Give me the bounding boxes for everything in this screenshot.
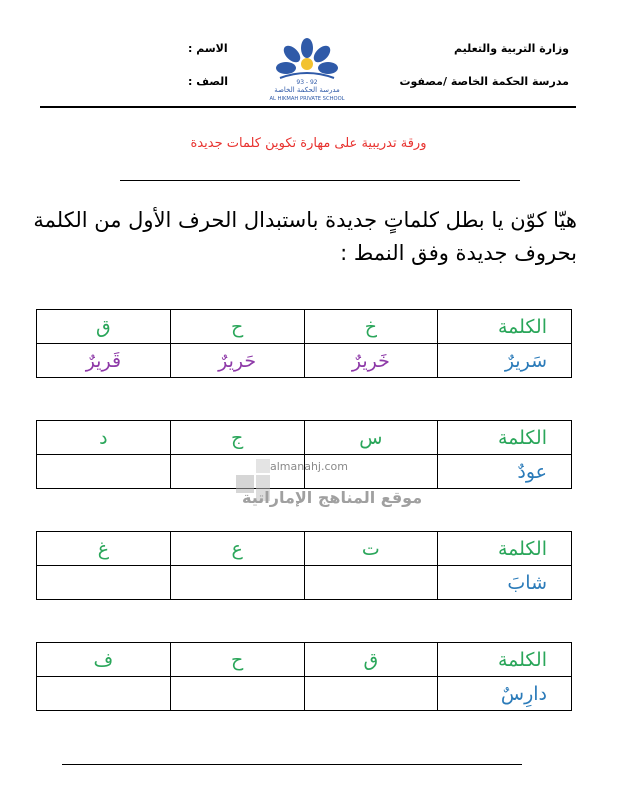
letter-cell: ح — [170, 643, 304, 677]
letter-cell: د — [37, 421, 171, 455]
letter-cell: خ — [304, 310, 438, 344]
title-underline — [120, 180, 520, 181]
table-header-row — [37, 532, 572, 566]
letter-cell: ق — [37, 310, 171, 344]
answer-cell[interactable] — [170, 566, 304, 600]
school-logo — [250, 34, 365, 104]
ministry-name: وزارة التربية والتعليم — [454, 42, 569, 55]
letter-cell: ق — [304, 643, 438, 677]
base-word-cell: عودٌ — [438, 455, 572, 489]
header-divider — [40, 106, 576, 108]
table-header-row — [37, 310, 572, 344]
answer-cell[interactable] — [37, 677, 171, 711]
bottom-divider — [62, 764, 522, 765]
logo-arabic-name: مدرسة الحكمة الخاصة — [274, 86, 340, 94]
letter-cell: ت — [304, 532, 438, 566]
worksheet-title: ورقة تدريبية على مهارة تكوين كلمات جديدة — [190, 136, 427, 151]
keyword-cell: الكلمة — [438, 643, 572, 677]
letter-cell: ح — [170, 310, 304, 344]
table-header-row — [37, 643, 572, 677]
letter-cell: ف — [37, 643, 171, 677]
answer-cell[interactable]: حَريرٌ — [170, 344, 304, 378]
base-word-cell: شابَ — [438, 566, 572, 600]
instruction-text: هيّا كوّن يا بطل كلماتٍ جديدة باستبدال الحرف الأول من الكلمة بحروف جديدة وفق النمط : — [33, 208, 577, 265]
letter-cell: غ — [37, 532, 171, 566]
watermark-arabic: موقع المناهج الإماراتية — [242, 488, 423, 507]
table-answer-row — [37, 677, 572, 711]
exercise-table-1 — [36, 309, 572, 378]
exercise-table-3 — [36, 531, 572, 600]
class-label: الصف : — [188, 75, 229, 88]
answer-cell[interactable]: قَريرٌ — [37, 344, 171, 378]
answer-cell[interactable] — [37, 455, 171, 489]
keyword-cell: الكلمة — [438, 532, 572, 566]
table-header-row — [37, 421, 572, 455]
answer-cell[interactable]: خَريرٌ — [304, 344, 438, 378]
base-word-cell: سَريرٌ — [438, 344, 572, 378]
student-name-label: الاسم : — [188, 42, 228, 55]
letter-cell: س — [304, 421, 438, 455]
logo-year: 93 - 92 — [296, 79, 318, 86]
logo-english-name: AL HIKMAH PRIVATE SCHOOL — [269, 96, 345, 102]
answer-cell[interactable] — [37, 566, 171, 600]
base-word-cell: دارِسٌ — [438, 677, 572, 711]
exercise-table-4 — [36, 642, 572, 711]
table-answer-row — [37, 566, 572, 600]
school-name: مدرسة الحكمة الخاصة /مصفوت — [399, 75, 569, 88]
table-answer-row — [37, 344, 572, 378]
letter-cell: ع — [170, 532, 304, 566]
answer-cell[interactable] — [170, 677, 304, 711]
watermark-site: almanahj.com — [270, 460, 348, 473]
letter-cell: ج — [170, 421, 304, 455]
keyword-cell: الكلمة — [438, 421, 572, 455]
keyword-cell: الكلمة — [438, 310, 572, 344]
answer-cell[interactable] — [304, 566, 438, 600]
answer-cell[interactable] — [304, 677, 438, 711]
